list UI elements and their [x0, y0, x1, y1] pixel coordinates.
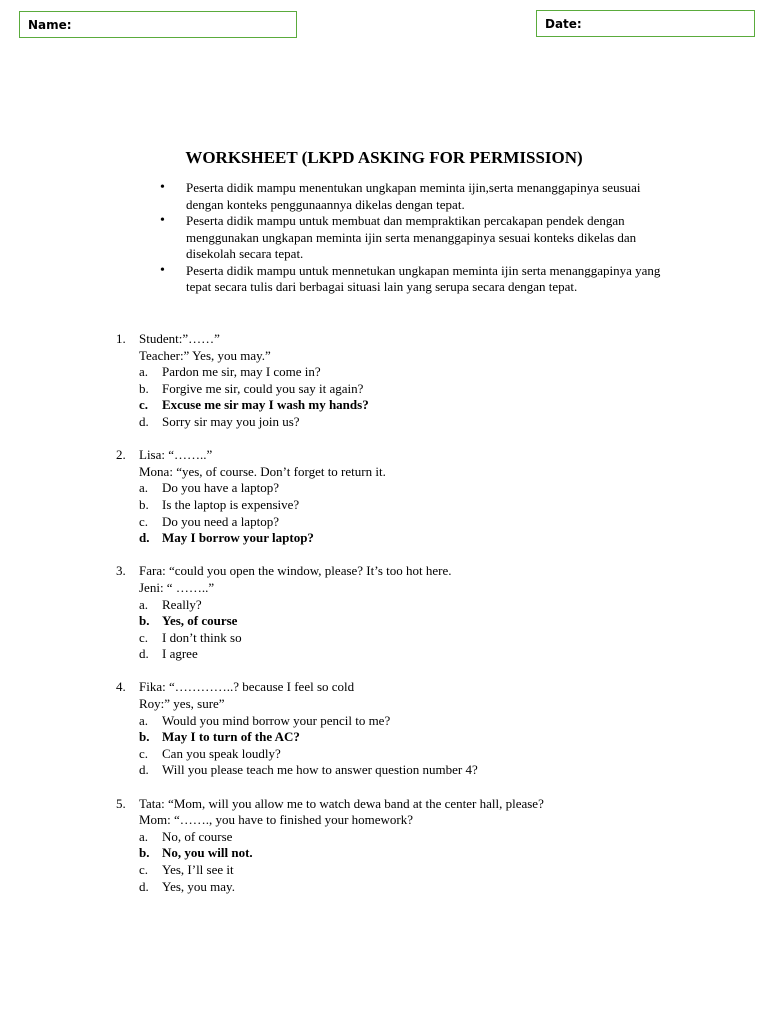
option-letter: c. — [139, 862, 149, 877]
answer-option[interactable] — [139, 862, 673, 879]
answer-options — [139, 364, 673, 430]
dialogue-line: Student:”……” — [139, 331, 220, 346]
option-letter: b. — [139, 845, 150, 861]
option-letter: c. — [139, 745, 149, 761]
answer-option[interactable] — [139, 713, 673, 730]
answer-options — [139, 597, 673, 663]
answer-option[interactable] — [139, 746, 673, 763]
dialogue-line: Lisa: “……..” — [139, 447, 213, 463]
dialogue-line: Mom: “……., you have to finished your homework? — [139, 812, 414, 828]
option-text: Would you mind borrow your pencil to me? — [162, 712, 391, 728]
answer-option[interactable] — [139, 829, 673, 846]
question-number: 1. — [116, 331, 126, 346]
option-text: May I borrow your laptop? — [162, 530, 314, 546]
dialogue-line: Tata: “Mom, will you allow me to watch dewa band at the center hall, please? — [139, 795, 544, 811]
option-letter: a. — [139, 364, 149, 380]
option-text: I agree — [162, 646, 198, 662]
answer-options — [139, 829, 673, 895]
answer-option-correct[interactable] — [139, 530, 673, 547]
option-letter: d. — [139, 646, 149, 662]
answer-option[interactable] — [139, 364, 673, 381]
dialogue-line: Roy:” yes, sure” — [139, 696, 225, 712]
answer-option[interactable] — [139, 646, 673, 663]
date-field[interactable] — [536, 10, 755, 37]
answer-options — [139, 480, 673, 546]
option-letter: d. — [139, 530, 150, 546]
dialogue-line: Mona: “yes, of course. Don’t forget to return it. — [139, 463, 386, 479]
option-text: Can you speak loudly? — [162, 745, 281, 761]
worksheet-title: WORKSHEET (LKPD ASKING FOR PERMISSION) — [185, 148, 583, 167]
option-text: Pardon me sir, may I come in? — [162, 364, 321, 380]
option-text: Excuse me sir may I wash my hands? — [162, 397, 369, 413]
question-3 — [113, 563, 673, 663]
question-4 — [113, 679, 673, 779]
answer-option[interactable] — [139, 497, 673, 514]
dialogue-line: Teacher:” Yes, you may.” — [139, 347, 271, 363]
option-letter: d. — [139, 878, 149, 894]
option-text: Is the laptop is expensive? — [162, 496, 300, 512]
option-text: May I to turn of the AC? — [162, 729, 300, 745]
answer-option[interactable] — [139, 514, 673, 531]
question-number: 2. — [116, 447, 126, 463]
question-number: 3. — [116, 563, 126, 579]
option-text: Do you need a laptop? — [162, 513, 279, 529]
answer-option[interactable] — [139, 762, 673, 779]
option-text: Yes, you may. — [162, 878, 235, 894]
answer-option[interactable] — [139, 630, 673, 647]
option-letter: d. — [139, 413, 149, 429]
answer-option-correct[interactable] — [139, 397, 673, 414]
option-text: I don’t think so — [162, 629, 242, 645]
objective-item: • Peserta didik mampu untuk membuat dan mempraktikan percakapan pendek dengan menggunakan ungkapan meminta ijin serta menanggapinya sesuai konteks dikelas dan disekolah secara tepat. — [160, 213, 680, 263]
name-label: Name: — [28, 18, 72, 32]
objective-item: • Peserta didik mampu untuk mennetukan ungkapan meminta ijin serta menanggapinya yang tepat secara tulis dari berbagai situasi lain yang serupa secara dengan tepat. — [160, 263, 680, 296]
name-field[interactable] — [19, 11, 297, 38]
answer-options — [139, 713, 673, 779]
option-text: Will you please teach me how to answer question number 4? — [162, 762, 478, 778]
question-number: 4. — [116, 679, 126, 695]
date-label: Date: — [545, 17, 582, 31]
option-text: No, you will not. — [162, 845, 253, 861]
dialogue-line: Fika: “…………..? because I feel so cold — [139, 679, 355, 695]
option-text: Yes, of course — [162, 613, 238, 629]
dialogue-line: Fara: “could you open the window, please? It’s too hot here. — [139, 563, 452, 579]
answer-option[interactable] — [139, 414, 673, 431]
question-5 — [113, 796, 673, 896]
option-letter: c. — [139, 629, 149, 645]
answer-option[interactable] — [139, 480, 673, 497]
answer-option-correct[interactable] — [139, 845, 673, 862]
option-letter: b. — [139, 729, 150, 745]
option-text: Yes, I’ll see it — [162, 862, 234, 877]
question-1 — [113, 331, 673, 431]
objective-item: • Peserta didik mampu menentukan ungkapan meminta ijin,serta menanggapinya seusuai dengan konteks penggunaannya dikelas dengan tepat. — [160, 180, 680, 213]
option-letter: b. — [139, 613, 150, 629]
option-letter: b. — [139, 380, 149, 396]
option-text: Do you have a laptop? — [162, 480, 279, 496]
answer-option-correct[interactable] — [139, 613, 673, 630]
question-number: 5. — [116, 795, 126, 811]
option-text: Forgive me sir, could you say it again? — [162, 380, 364, 396]
option-letter: a. — [139, 480, 149, 496]
objectives-list — [160, 180, 680, 296]
option-letter: c. — [139, 513, 149, 529]
question-2 — [113, 447, 673, 547]
option-letter: b. — [139, 496, 149, 512]
answer-option[interactable] — [139, 597, 673, 614]
option-text: Sorry sir may you join us? — [162, 413, 300, 429]
answer-option-correct[interactable] — [139, 729, 673, 746]
option-letter: a. — [139, 828, 149, 844]
option-text: Really? — [162, 596, 202, 612]
questions-list — [113, 331, 673, 912]
option-text: No, of course — [162, 828, 233, 844]
option-letter: a. — [139, 712, 149, 728]
option-letter: d. — [139, 762, 149, 778]
answer-option[interactable] — [139, 381, 673, 398]
answer-option[interactable] — [139, 879, 673, 896]
option-letter: a. — [139, 596, 149, 612]
dialogue-line: Jeni: “ ……..” — [139, 579, 215, 595]
option-letter: c. — [139, 397, 149, 413]
